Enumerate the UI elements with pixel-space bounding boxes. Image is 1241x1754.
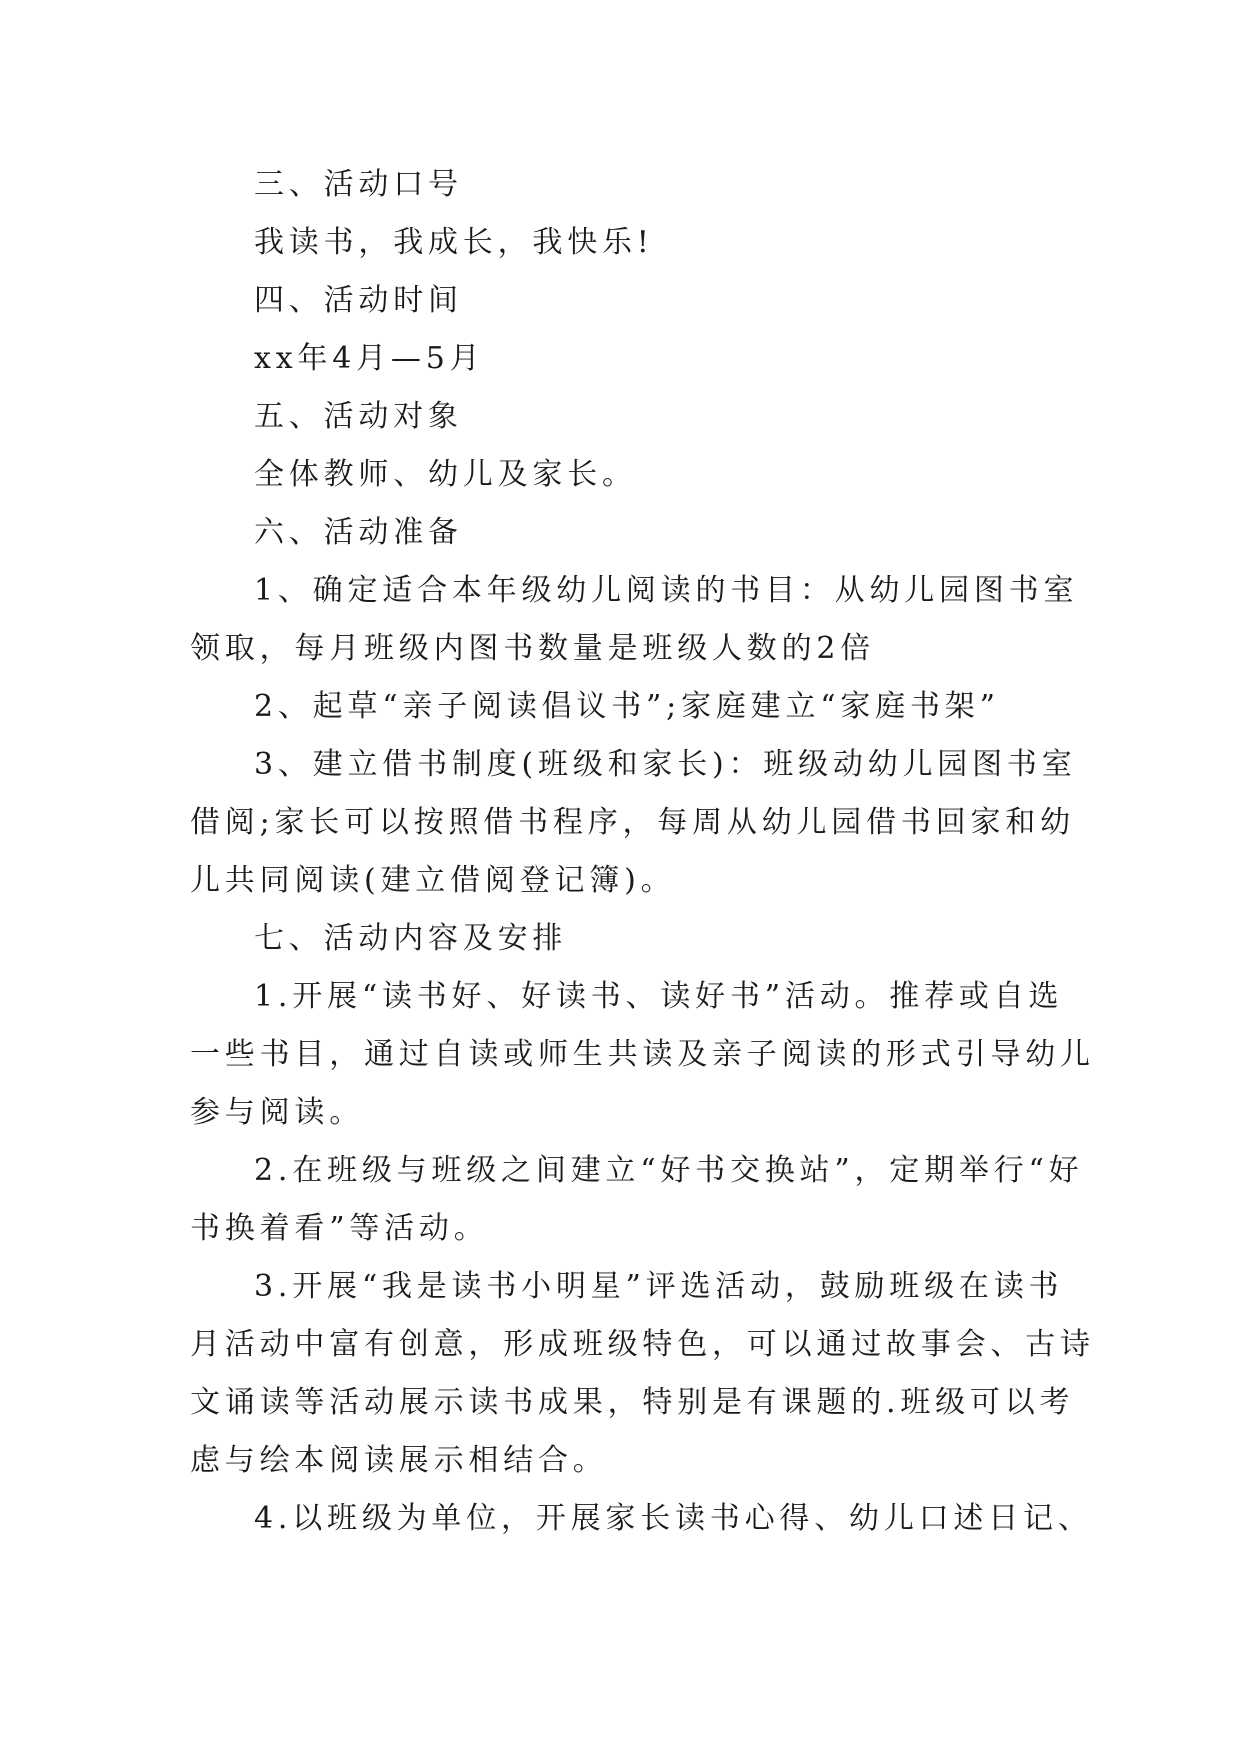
time-text: xx年4月—5月 <box>254 341 485 376</box>
paragraph-line: 参与阅读。 <box>190 1095 364 1130</box>
paragraph-line: 书换着看”等活动。 <box>190 1211 489 1246</box>
section-heading-target: 五、活动对象 <box>254 399 463 434</box>
paragraph-line: 领取，每月班级内图书数量是班级人数的2倍 <box>190 631 876 666</box>
paragraph-line: 借阅;家长可以按照借书程序，每周从幼儿园借书回家和幼 <box>190 805 1075 840</box>
paragraph-line: 文诵读等活动展示读书成果，特别是有课题的.班级可以考 <box>190 1385 1075 1420</box>
paragraph-line: 月活动中富有创意，形成班级特色，可以通过故事会、古诗 <box>190 1327 1095 1362</box>
section-heading-slogan: 三、活动口号 <box>254 167 463 202</box>
paragraph-line: 2、起草“亲子阅读倡议书”;家庭建立“家庭书架” <box>254 689 1000 724</box>
section-heading-content: 七、活动内容及安排 <box>254 921 568 956</box>
paragraph-line: 4.以班级为单位，开展家长读书心得、幼儿口述日记、 <box>254 1501 1093 1536</box>
paragraph-line: 3.开展“我是读书小明星”评选活动，鼓励班级在读书 <box>254 1269 1064 1304</box>
section-heading-preparation: 六、活动准备 <box>254 515 463 550</box>
paragraph-line: 儿共同阅读(建立借阅登记簿)。 <box>190 863 676 898</box>
paragraph-line: 2.在班级与班级之间建立“好书交换站”，定期举行“好 <box>254 1153 1084 1188</box>
slogan-text: 我读书，我成长，我快乐! <box>254 225 654 260</box>
section-heading-time: 四、活动时间 <box>254 283 463 318</box>
paragraph-line: 虑与绘本阅读展示相结合。 <box>190 1443 608 1478</box>
paragraph-line: 一些书目，通过自读或师生共读及亲子阅读的形式引导幼儿 <box>190 1037 1095 1072</box>
paragraph-line: 3、建立借书制度(班级和家长)：班级动幼儿园图书室 <box>254 747 1077 782</box>
paragraph-line: 1、确定适合本年级幼儿阅读的书目：从幼儿园图书室 <box>254 573 1079 608</box>
paragraph-line: 1.开展“读书好、好读书、读好书”活动。推荐或自选 <box>254 979 1064 1014</box>
target-text: 全体教师、幼儿及家长。 <box>254 457 637 492</box>
